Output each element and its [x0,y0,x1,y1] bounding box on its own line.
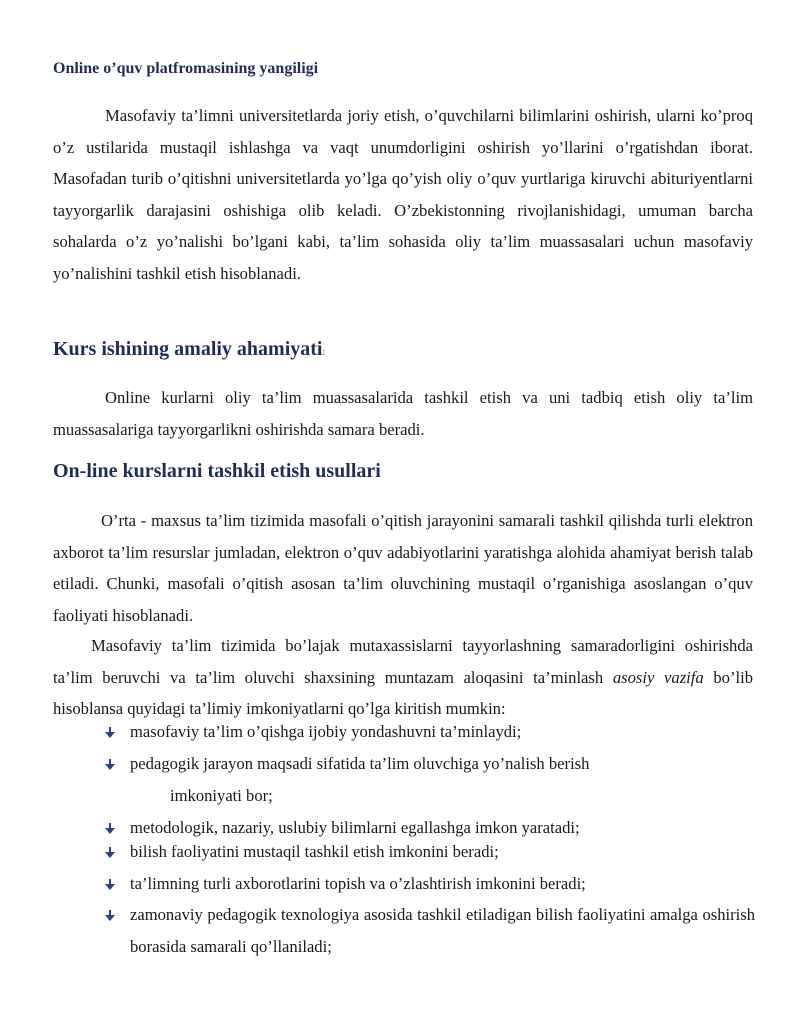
down-arrow-bullet-icon [105,823,115,835]
down-arrow-bullet-icon [105,879,115,891]
section-heading-organization-methods: On-line kurslarni tashkil etish usullari [53,460,381,482]
bullet-text: bilish faoliyatini mustaqil tashkil etish imkonini beradi; [130,842,499,861]
paragraph-online-courses: Online kurlarni oliy ta’lim muassasalarida tashkil etish va uni tadbiq etish oliy ta’lim muassasalariga tayyorgarlikni oshirishda samara beradi. [53,388,753,439]
heading-text: Kurs ishining amaliy ahamiyati [53,338,323,360]
section-heading-practical-significance [53,338,325,361]
paragraph-distance-system [53,630,753,725]
down-arrow-bullet-icon [105,727,115,739]
paragraph-electronic-resources: O’rta - maxsus ta’lim tizimida masofali o’qitish jarayonini samarali tashkil qilishda turli elektron axborot ta’lim resurslar jumladan, elektron o’quv adabiyotlarini yaratishga alohida ahamiyat berish talab etiladi. Chunki, masofali o’qitish asosan ta’lim oluvchining mustaqil o’rganishiga asoslangan o’quv faoliyati hisoblanadi. [53,511,753,625]
section-heading-platform-novelty: Online o’quv platfromasining yangiligi [53,60,319,77]
paragraph-end-text: bo’lib hisoblansa quyidagi ta’limiy imkoniyatlarni qo’lga kiritish mumkin: [53,667,753,718]
bullet-continuation-text: imkoniyati bor; [170,786,273,805]
bullet-text: masofaviy ta’lim o’qishga ijobiy yondashuvni ta’minlaydi; [130,722,522,741]
bullet-text: ta’limning turli axborotlarini topish va o’zlashtirish imkonini beradi; [130,874,586,893]
down-arrow-bullet-icon [105,910,115,922]
paragraph-italic-text: asosiy vazifa [612,667,704,687]
bullet-text: pedagogik jarayon maqsadi sifatida ta’lim oluvchiga yo’nalish berish [130,754,590,773]
bullet-text: zamonaviy pedagogik texnologiya asosida tashkil etiladigan bilish faoliyatini amalga oshirish borasida samarali qo’llaniladi; [130,905,755,956]
bullet-text: metodologik, nazariy, uslubiy bilimlarni egallashga imkon yaratadi; [130,818,580,837]
heading-colon: : [322,347,326,358]
paragraph-distance-learning: Masofaviy ta’limni universitetlarda joriy etish, o’quvchilarni bilimlarini oshirish, ularni ko’proq o’z ustilarida mustaqil ishlashga va vaqt unumdorligini oshirish yo’llarini o’rgatishdan iborat. Masofadan turib o’qitishni universitetlarda yo’lga qo’yish oliy o’quv yurtlariga kiruvchi abituriyentlarni tayyorgarlik darajasini oshishiga olib keladi. O’zbekistonning rivojlanishidagi, umuman barcha sohalarda o’z yo’nalishi bo’lgani kabi, ta’lim sohasida oliy ta’lim muassasalari uchun masofaviy yo’nalishini tashkil etish hisoblanadi. [53,106,753,283]
paragraph-main-text: Masofaviy ta’lim tizimida bo’lajak mutaxassislarni tayyorlashning samaradorligini oshirishda ta’lim beruvchi va ta’lim oluvchi shaxsining muntazam aloqasini ta’minlash [53,636,753,687]
down-arrow-bullet-icon [105,759,115,771]
down-arrow-bullet-icon [105,847,115,859]
